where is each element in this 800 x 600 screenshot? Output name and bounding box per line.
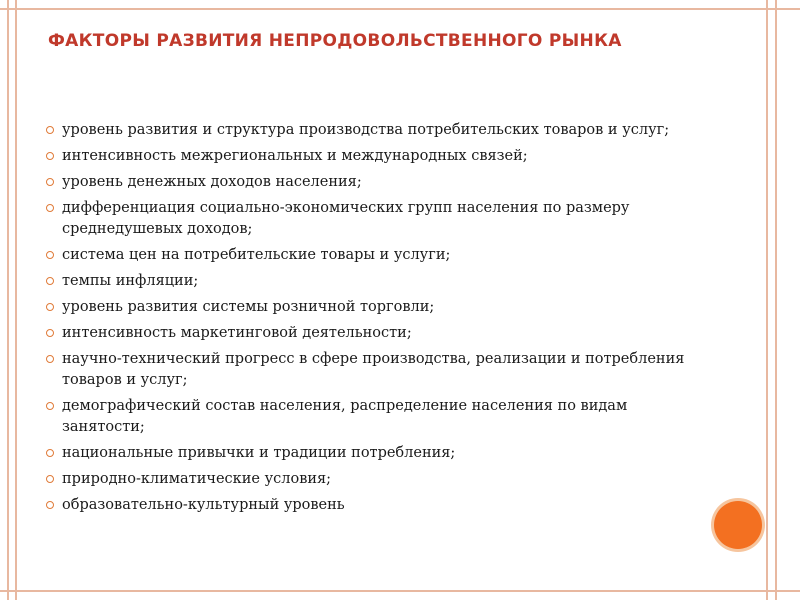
frame-top-border xyxy=(0,8,800,10)
list-item xyxy=(44,198,704,240)
list-item xyxy=(44,469,704,490)
frame-left-border xyxy=(7,0,17,600)
list-item-text: научно-технический прогресс в сфере производства, реализации и потребления товаров и услуг; xyxy=(62,351,685,388)
list-item xyxy=(44,146,704,167)
factors-list xyxy=(44,120,704,521)
list-item-text: уровень развития системы розничной торговли; xyxy=(62,299,435,315)
list-item xyxy=(44,245,704,266)
slide-title: ФАКТОРЫ РАЗВИТИЯ НЕПРОДОВОЛЬСТВЕННОГО РЫНКА xyxy=(48,31,622,51)
list-item xyxy=(44,396,704,438)
circle-bullet-icon xyxy=(46,277,54,285)
list-item-text: природно-климатические условия; xyxy=(62,471,332,487)
circle-bullet-icon xyxy=(46,251,54,259)
circle-bullet-icon xyxy=(46,152,54,160)
circle-bullet-icon xyxy=(46,178,54,186)
circle-bullet-icon xyxy=(46,303,54,311)
circle-bullet-icon xyxy=(46,355,54,363)
list-item xyxy=(44,323,704,344)
list-item-text: демографический состав населения, распределение населения по видам занятости; xyxy=(62,398,628,435)
list-item-text: уровень денежных доходов населения; xyxy=(62,174,362,190)
list-item xyxy=(44,271,704,292)
decorative-circle-icon xyxy=(714,501,762,549)
frame-bottom-border xyxy=(0,590,800,592)
list-item-text: образовательно-культурный уровень xyxy=(62,497,345,513)
circle-bullet-icon xyxy=(46,402,54,410)
list-item-text: интенсивность маркетинговой деятельности; xyxy=(62,325,412,341)
list-item-text: уровень развития и структура производства потребительских товаров и услуг; xyxy=(62,122,670,138)
list-item xyxy=(44,443,704,464)
circle-bullet-icon xyxy=(46,501,54,509)
list-item xyxy=(44,172,704,193)
list-item xyxy=(44,349,704,391)
circle-bullet-icon xyxy=(46,475,54,483)
list-item-text: интенсивность межрегиональных и международных связей; xyxy=(62,148,528,164)
list-item xyxy=(44,297,704,318)
circle-bullet-icon xyxy=(46,449,54,457)
list-item-text: темпы инфляции; xyxy=(62,273,199,289)
circle-bullet-icon xyxy=(46,329,54,337)
list-item-text: дифференциация социально-экономических групп населения по размеру среднедушевых доходов; xyxy=(62,200,630,237)
frame-right-border xyxy=(766,0,777,600)
circle-bullet-icon xyxy=(46,204,54,212)
list-item xyxy=(44,120,704,141)
list-item-text: система цен на потребительские товары и услуги; xyxy=(62,247,451,263)
list-item xyxy=(44,495,704,516)
list-item-text: национальные привычки и традиции потребления; xyxy=(62,445,456,461)
circle-bullet-icon xyxy=(46,126,54,134)
